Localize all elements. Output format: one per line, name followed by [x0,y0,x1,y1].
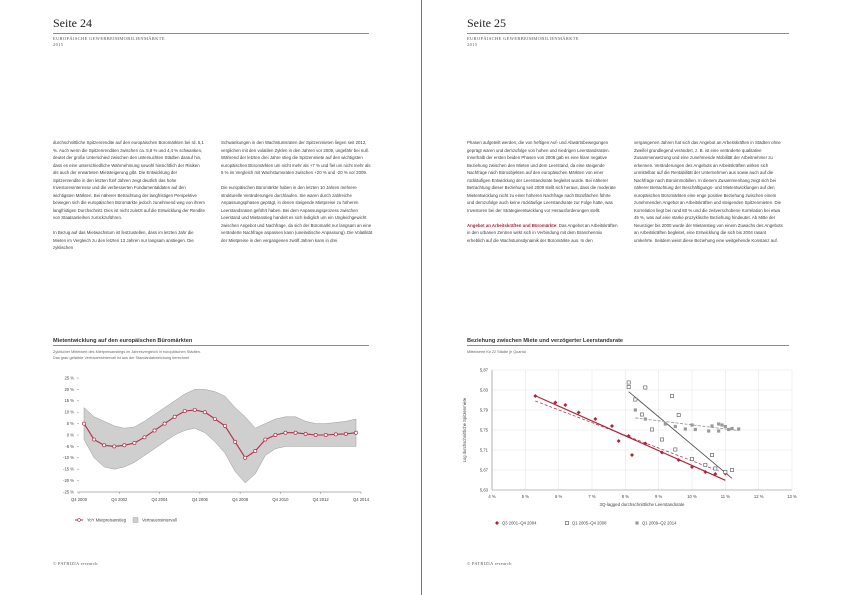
x-tick-label: Q4 2014 [352,497,370,502]
data-point [730,427,733,430]
rent-growth-chart [53,370,371,530]
y-tick-label: 5,75 [479,427,488,433]
page-left [0,0,421,595]
footer: © PATRIZIA research [53,561,98,566]
data-point [720,423,723,426]
page-right [422,0,843,595]
x-tick-label: 6 % [555,494,563,499]
data-point [670,394,673,397]
x-tick-label: 5 % [521,494,529,499]
data-point [690,423,693,426]
data-point [264,438,267,441]
data-point [314,433,317,436]
x-tick-label: 10 % [687,494,697,499]
y-tick-label: 5,71 [479,447,488,453]
data-point [724,425,727,428]
chart-subtitle-line: Das grau gefärbte Vertrauensintervall ist aus der Standardabweichung berechnet [53,355,190,360]
data-point [163,422,166,425]
chart-subtitle-line: Mittelwerte für 22 Städte je Quartal [467,350,526,354]
data-point [93,438,96,441]
data-point [640,413,643,416]
y-tick-label: 0 % [66,432,74,438]
data-point [143,436,146,439]
y-tick-label: 15 % [64,398,74,404]
x-tick-label: Q4 2008 [232,497,249,502]
data-point [193,408,196,411]
data-point [563,403,567,407]
data-point [113,445,116,448]
data-point [634,398,637,401]
running-header-line: EUROPÄISCHE GEWERBEIMMOBILIENMÄRKTE [53,36,165,41]
data-point [674,448,677,451]
x-tick-label: Q4 2012 [312,497,329,502]
paragraph: Phasen aufgeteilt werden, die von heftigen Auf- und Abwärtsbewegungen geprägt waren und demzufolge von hohen und niedrigen Leerstandsraten. Innerhalb der ersten beiden Phasen von 2008 gab es eine klare negative Beziehung zwischen den Mieten und dem Leerstand, da eine steigende Nachfrage nach Büroobjekten auf den europäischen Märkten von einer rückläufigen Entwicklung der Leerstandsrate begleitet wurde. Bei näherer Betrachtung dieser Beziehung seit 2009 stellt sich heraus, dass die moderate Mietentwicklung nicht zu einer höheren Nachfrage nach Büroflächen führte und demzufolge auch keine rückläufige Leerstandsrate zur Folge hatte, was Investoren bei der Strategieentwicklung vor Herausforderungen stellt. [467,140,616,213]
text-column-2 [634,139,786,244]
data-point [593,417,597,421]
data-point [727,428,730,431]
y-tick-label: 5,87 [479,367,488,373]
chart-subtitle [467,350,526,356]
data-point [630,453,634,457]
data-point [223,424,226,427]
data-point [730,468,733,471]
legend-marker [495,521,499,525]
x-tick-label: 4 % [488,494,496,499]
page-title: Seite 25 [467,16,506,30]
legend-label: Q1 2009–Q2 2014 [642,520,677,526]
y-tick-label: 5,67 [479,467,488,473]
chart-subtitle [53,350,201,361]
trend-line [535,396,725,481]
data-point [284,431,287,434]
data-point [304,432,307,435]
y-tick-label: -25 % [63,489,74,495]
paragraph: Schwankungen in den Wachstumsraten der Spitzenmieten liegen seit 2012, verglichen mit den volatilen Zyklen in den Jahren vor 2009, ungefähr bei null. Während der letzten drei Jahre stieg die Spitzenmiete auf den wichtigsten europäischen Büromärkten um nicht mehr als +7 % und fiel um nicht mehr als 5 % im Vergleich mit Wachstumsraten zwischen +20 % und -20 % vor 2009. [221,140,371,175]
x-tick-label: 7 % [588,494,596,499]
y-tick-label: 5,83 [479,387,488,393]
data-point [717,422,720,425]
data-point [710,424,713,427]
data-point [173,415,176,418]
data-point [634,408,637,411]
header-rule [53,33,369,34]
header-rule [467,33,789,34]
data-point [254,449,257,452]
data-point [274,433,277,436]
text-column-2 [221,139,373,244]
y-tick-label: 5 % [66,421,74,426]
data-point [660,438,663,441]
data-point [677,413,680,416]
paragraph: durchschnittliche Spitzenrendite auf den europäischen Büromärkten bei rd. 5,1 %. Auch wenn die Spitzenrenditen zwischen ca. 5,8 % und 4,4 % schwanken, deutet der große Unterschied zwischen den untersuchten Städten darauf hin, dass es eine unterschiedliche Wahrnehmung sowohl hinsichtlich der Risiken als auch der erwarteten Mietsteigerung gibt. Die Entwicklung der Spitzenrendite in den letzten fünf Jahren zeigt deutlich das hohe Investoreninteresse und die verbesserten Fundamentaldaten auf den wichtigsten Märkten. Bei näherer Betrachtung der langfristigen Perspektive bewegen sich die europäischen Büromärkte jedoch zunehmend weg von ihrem langfristigen Durchschnitt. Dies ist nicht zuletzt auf die Entwicklung der Rendite von Staatsanleihen zurückzuführen. [53,140,205,220]
text-column-1 [467,139,619,244]
data-point [704,463,707,466]
data-point [324,433,327,436]
data-point [650,428,653,431]
data-point [690,457,693,460]
page-title: Seite 24 [53,16,92,30]
text-column-1 [53,139,205,252]
legend-marker [565,521,568,524]
paragraph: Die europäischen Büromärkte haben in den letzten 10 Jahren mehrere strukturelle Veränderungen durchlaufen. Sie waren durch zahlreiche Anpassungsphasen geprägt, in denen steigende Mietpreise zu höheren Leerstandsraten geführt haben. Bei dem Anpassungsprozess zwischen Leerstand und Mietanstieg handelt es sich lediglich um ein Ungleichgewicht zwischen Angebot und Nachfrage, da sich der Büromarkt nur langsam an eine veränderte Nachfrage anpassen kann (unelastische Anpassung). Die Volatilität der Mietpreise in den vergangenen zwölf Jahren kann in drei [221,185,373,243]
data-point [627,381,630,384]
data-point [610,424,614,428]
legend-marker [78,519,81,522]
y-tick-label: -20 % [63,478,74,483]
x-tick-label: Q4 2006 [191,497,208,502]
legend-marker [635,521,638,524]
data-point [684,427,687,430]
x-tick-label: 8 % [621,494,629,499]
data-point [123,444,126,447]
y-axis-label: Log durchschnittliche Spitzenmiete [462,397,467,463]
legend-label: Q3 2001–Q4 2004 [502,520,537,526]
data-point [183,409,186,412]
chart-rule [467,345,789,346]
data-point [644,417,647,420]
data-point [737,427,740,430]
data-point [244,456,247,459]
trend-line [629,392,732,479]
data-point [103,444,106,447]
data-point [627,385,630,388]
running-header-year: 2015 [53,42,64,47]
chart-title: Mietentwicklung auf den europäischen Büromärkten [53,338,193,344]
x-tick-label: 12 % [753,494,764,499]
data-point [533,394,537,398]
y-tick-label: 5,63 [479,487,488,493]
data-point [674,425,677,428]
data-point [234,440,237,443]
legend-label: YoY Mietpreisanstieg [87,517,127,523]
paragraph: In Bezug auf das Mietwachstum ist festzustellen, dass im letzten Jahr die Mieten im Vergleich zu den letzten 13 Jahren nur langsam anstiegen. Die zyklischen [53,230,194,250]
x-tick-label: 11 % [720,494,730,499]
paragraph [467,222,619,245]
data-point [694,428,697,431]
highlight-heading: Angebot an Arbeitskräften und Büromärkte: [467,222,558,228]
paragraph-text: Das Angebot an Arbeitskräften in den urbanen Zentren wirkt sich in Verbindung mit dem Branchenmix erheblich auf die Wachstumsdynamik der Büromärkte aus. In den [467,222,618,243]
y-tick-label: -10 % [63,455,74,461]
y-tick-label: 25 % [64,375,74,381]
running-header [53,36,165,48]
chart-title: Beziehung zwischen Miete und verzögerter Leerstandsrate [467,338,624,344]
running-header-year: 2015 [467,42,478,47]
data-point [133,441,136,444]
x-tick-label: 13 % [787,494,797,499]
y-tick-label: 5,79 [479,407,488,413]
data-point [153,429,156,432]
x-tick-label: Q4 2010 [272,497,289,502]
rent-vacancy-scatter [452,362,802,532]
y-tick-label: -5 % [65,443,74,449]
x-tick-label: Q4 2004 [151,497,168,502]
running-header-line: EUROPÄISCHE GEWERBEIMMOBILIENMÄRKTE [467,36,579,41]
data-point [644,386,647,389]
legend-band-swatch [133,518,138,523]
legend-label: Q1 2005–Q4 2008 [572,520,607,526]
data-point [294,431,297,434]
data-point [354,431,357,434]
y-tick-label: -15 % [63,466,74,472]
data-point [707,429,710,432]
y-tick-label: 20 % [64,386,74,392]
data-point [664,422,667,425]
running-header [467,36,579,48]
x-tick-label: Q4 2002 [111,497,128,502]
data-point [344,432,347,435]
chart-rule [53,345,369,346]
data-point [617,439,621,443]
footer: © PATRIZIA research [467,561,512,566]
y-tick-label: 10 % [64,409,74,415]
data-point [203,411,206,414]
chart-subtitle-line: Zyklischer Mittelwert des Mietpreisanstiegs im Jahresvergleich in europäischen Städten. [53,350,201,354]
data-point [710,453,713,456]
data-point [717,429,720,432]
x-tick-label: 9 % [655,494,663,499]
data-point [82,422,85,425]
paragraph: vergangenen Jahren hat sich das Angebot an Arbeitskräften in Städten ohne Zweifel grundlegend verändert, z. B. ist eine veränderte qualitative Zusammensetzung und eine zunehmende Mobilität der Arbeitnehmer zu erkennen. Veränderungen des Angebots an Arbeitskräften wirken sich unmittelbar auf die Rentabilität der Unternehmen aus sowie auch auf die Nachfrage nach Büroimmobilien. In diesem Zusammenhang zeigt sich bei näherer Betrachtung der Beschäftigungs- und Mietentwicklungen auf den europäischen Büromärkten eine enge positive Beziehung zwischen einem zunehmenden Angebot an Arbeitskräften und steigenden Spitzenmieten. Die Korrelation liegt bei rund 80 % und die zeitverschobene Korrelation bei etwa 45 %, was auf eine starke prozyklische Beziehung hindeutet. Ab Mitte der Neunziger bis 2000 wurde der Mietanstieg von einem Zuwachs des Angebots an Arbeitskräften begleitet, eine Entwicklung die sich bis 2004 rasant umkehrte. Seitdem weist diese Beziehung eine weitgehende Konstanz auf. [634,140,783,243]
data-point [724,470,727,473]
x-axis-label: 3Q-lagged durchschnittliche Leerstandsrate [599,502,685,507]
data-point [714,467,717,470]
legend-label: Vertrauensintervall [142,517,177,523]
data-point [213,417,216,420]
data-point [334,433,337,436]
x-tick-label: Q4 2000 [70,497,88,502]
